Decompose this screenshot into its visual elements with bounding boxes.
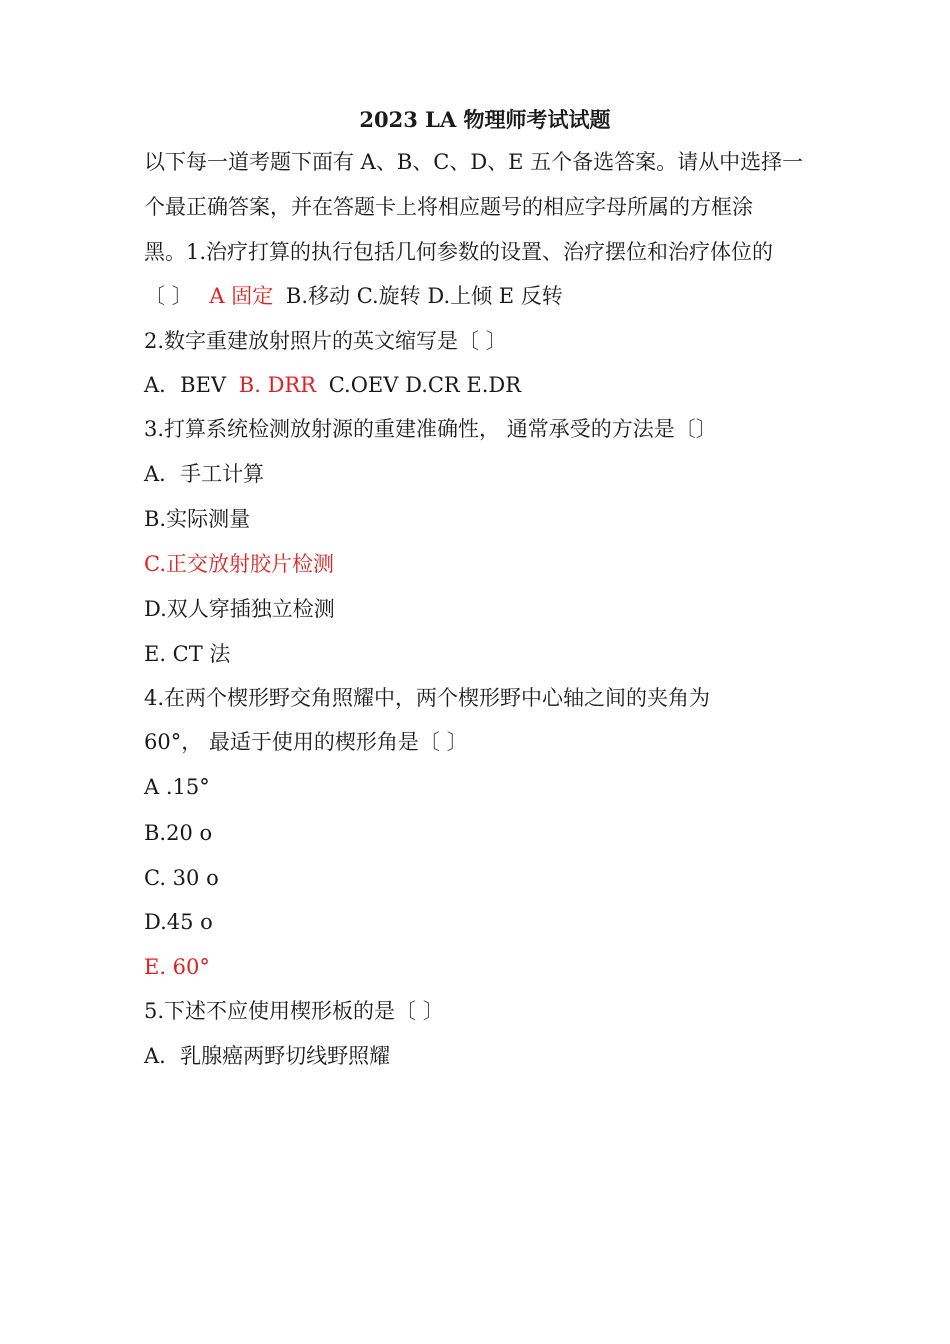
q4-option-b: B.20 o (144, 821, 213, 845)
q1-answer: A 固定 (209, 284, 274, 308)
q4-option-a: A .15° (144, 775, 210, 799)
q3-option-b: B.实际测量 (144, 507, 251, 531)
q3-option-d: D.双人穿插独立检测 (144, 597, 335, 621)
q1-other-options: B.移动 C.旋转 D.上倾 E 反转 (285, 284, 563, 308)
q4-stem-line-1: 4.在两个楔形野交角照耀中，两个楔形野中心轴之间的夹角为 (144, 686, 711, 710)
q2-options (144, 369, 521, 401)
intro-line-2: 个最正确答案，并在答题卡上将相应题号的相应字母所属的方框涂 (144, 195, 753, 219)
q5-option-a: A．乳腺癌两野切线野照耀 (144, 1044, 391, 1068)
document-title: 2023 LA 物理师考试试题 (359, 107, 611, 132)
q4-option-d: D.45 o (144, 910, 213, 934)
intro-line-1: 以下每一道考题下面有 A、B、C、D、E 五个备选答案。请从中选择一 (144, 150, 804, 174)
q3-stem: 3.打算系统检测放射源的重建准确性， 通常承受的方法是〔〕 (144, 417, 717, 441)
q3-option-e: E. CT 法 (144, 642, 231, 666)
q3-option-a: A．手工计算 (144, 462, 265, 486)
q4-option-c: C. 30 o (144, 866, 219, 890)
q2-stem: 2.数字重建放射照片的英文缩写是〔 〕 (144, 329, 507, 353)
q1-options (144, 280, 563, 312)
q5-stem: 5.下述不应使用楔形板的是〔 〕 (144, 999, 444, 1023)
q3-answer: C.正交放射胶片检测 (144, 552, 334, 576)
q1-blank: 〔 〕 (144, 284, 193, 308)
q4-stem-line-2: 60°， 最适于使用的楔形角是〔 〕 (144, 730, 468, 754)
q2-answer: B. DRR (238, 373, 317, 397)
q2-other-options: C.OEV D.CR E.DR (328, 373, 522, 397)
intro-line-3: 黑。1.治疗打算的执行包括几何参数的设置、治疗摆位和治疗体位的 (144, 240, 774, 264)
q2-option-a: A．BEV (144, 373, 227, 397)
q4-answer: E. 60° (144, 955, 210, 979)
